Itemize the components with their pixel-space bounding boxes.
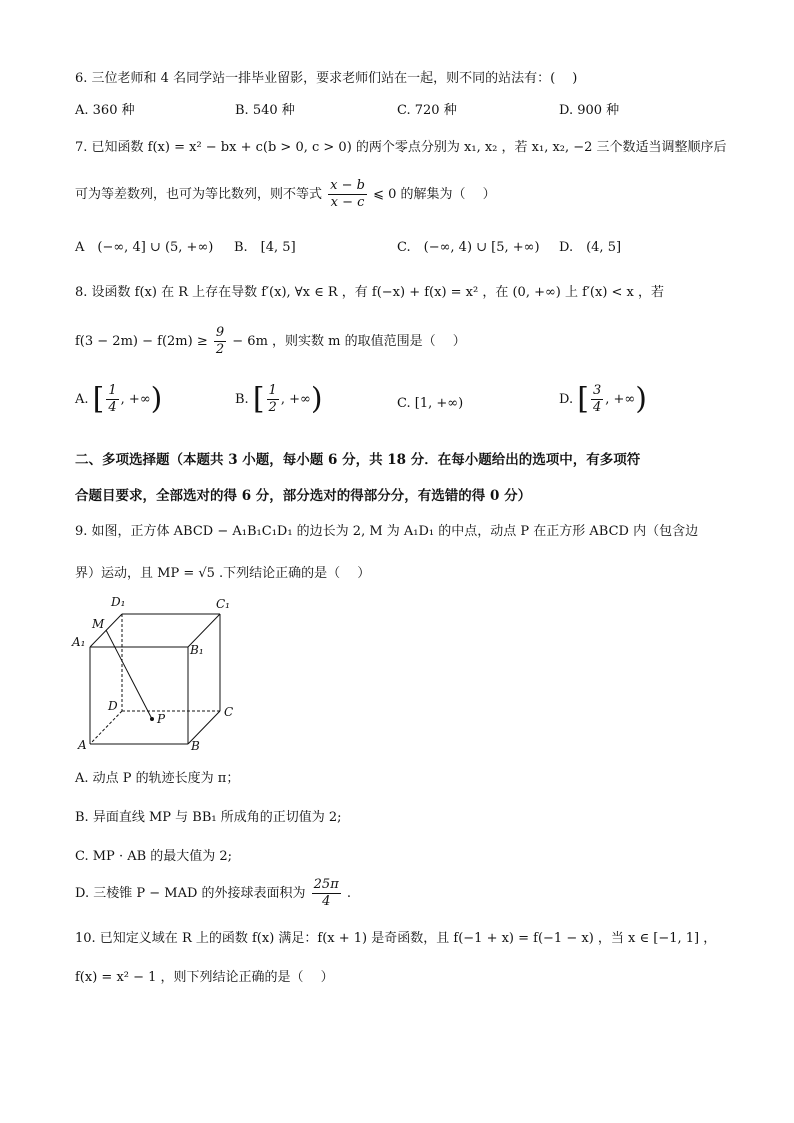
q8-stem-line2 (75, 325, 466, 358)
q8-option-d: D. [ $\frac{3}{4}$ , +∞) (559, 381, 647, 417)
section2-heading-line2: 合题目要求，全部选对的得 6 分，部分选对的得部分分，有选错的得 0 分） (75, 488, 532, 504)
q8-option-b-num: 1 (268, 383, 277, 398)
q9-option-d-den: 4 (322, 894, 331, 909)
q7-option-a: A (−∞, 4] ∪ (5, +∞) (75, 240, 214, 255)
q7-frac-denominator: x − c (330, 195, 365, 210)
q8-option-a-label: A. (75, 392, 89, 407)
q6-option-c: C. 720 种 (397, 103, 457, 118)
label-a: A (78, 738, 87, 752)
q8-option-c (397, 396, 463, 411)
q6-option-b: B. 540 种 (235, 103, 295, 118)
q9-stem-line2: 界）运动，且 MP = √5 .下列结论正确的是（ ） (75, 566, 371, 581)
label-c1: C₁ (216, 597, 230, 611)
q7-stem-line2 (75, 178, 496, 211)
q7-stem-line2-pre: 可为等差数列，也可为等比数列，则不等式 (75, 187, 323, 202)
q9-option-d-post: . (346, 886, 352, 901)
q6-option-d: D. 900 种 (559, 103, 620, 118)
q7-stem-line2-post: ⩽ 0 的解集为（ ） (373, 187, 496, 202)
q8-option-d-tail: , +∞ (605, 392, 636, 407)
q8-option-b-den: 2 (268, 400, 277, 415)
q8-frac-numerator: 9 (215, 325, 225, 340)
q9-option-c: C. MP · AB 的最大值为 2; (75, 849, 233, 864)
label-d1: D₁ (111, 595, 126, 609)
q8-fraction (214, 325, 226, 358)
q8-option-a-num: 1 (108, 383, 117, 398)
q8-stem-line1: 8. 设函数 f(x) 在 R 上存在导数 f′(x), ∀x ∈ R ，有 f(−x) + f(x) = x² ，在 (0, +∞) 上 f′(x) < x ，若 (75, 285, 665, 300)
q10-stem-line1: 10. 已知定义域在 R 上的函数 f(x) 满足：f(x + 1) 是奇函数，且 f(−1 + x) = f(−1 − x) ，当 x ∈ [−1, 1] ， (75, 931, 717, 946)
q9-stem-line1: 9. 如图，正方体 ABCD − A₁B₁C₁D₁ 的边长为 2, M 为 A₁D₁ 的中点，动点 P 在正方形 ABCD 内（包含边 (75, 524, 699, 539)
label-p: P (157, 712, 166, 726)
q8-stem-line2-post: − 6m ，则实数 m 的取值范围是（ ） (232, 334, 466, 349)
q9-option-d-pre: D. 三棱锥 P − MAD 的外接球表面积为 (75, 886, 306, 901)
q8-option-d-label: D. (559, 392, 574, 407)
section2-heading-line1: 二、多项选择题（本题共 3 小题，每小题 6 分，共 18 分．在每小题给出的选项中，有多项符 (75, 452, 641, 468)
q7-fraction (328, 178, 367, 211)
q6-stem: 6. 三位老师和 4 名同学站一排毕业留影，要求老师们站在一起，则不同的站法有：( ) (75, 71, 578, 86)
q8-frac-denominator: 2 (215, 342, 225, 357)
q8-option-b-label: B. (235, 392, 249, 407)
q8-option-c-text: [1, +∞) (414, 396, 464, 411)
q7-option-c: C. (−∞, 4) ∪ [5, +∞) (397, 240, 540, 255)
label-b: B (191, 739, 200, 753)
q8-option-c-label: C. (397, 396, 411, 411)
label-d: D (108, 699, 118, 713)
q9-option-d-fraction (312, 877, 341, 910)
q8-option-a-den: 4 (108, 400, 117, 415)
label-a1: A₁ (72, 635, 86, 649)
q8-option-a: A. [ $\frac{1}{4}$ , +∞) (75, 381, 163, 417)
q9-option-d-num: 25π (313, 877, 339, 892)
q6-option-a: A. 360 种 (75, 103, 135, 118)
q8-option-d-den: 4 (592, 400, 602, 415)
q7-option-b: B. [4, 5] (234, 240, 296, 255)
label-c: C (224, 705, 234, 719)
q7-frac-numerator: x − b (330, 178, 365, 193)
q9-option-a: A. 动点 P 的轨迹长度为 π； (75, 771, 240, 786)
point-p-dot (150, 717, 154, 721)
q8-option-a-tail: , +∞ (120, 392, 151, 407)
q9-option-b: B. 异面直线 MP 与 BB₁ 所成角的正切值为 2; (75, 810, 342, 825)
label-m: M (92, 617, 105, 631)
q8-stem-line2-pre: f(3 − 2m) − f(2m) ≥ (75, 334, 208, 349)
cube-figure (70, 592, 270, 762)
q8-option-b: B. [ $\frac{1}{2}$ , +∞) (235, 381, 323, 417)
q8-option-d-num: 3 (592, 383, 602, 398)
q8-option-b-tail: , +∞ (280, 392, 311, 407)
q7-stem-line1: 7. 已知函数 f(x) = x² − bx + c(b > 0, c > 0) 的两个零点分别为 x₁, x₂ ，若 x₁, x₂, −2 三个数适当调整顺序后 (75, 140, 727, 155)
q10-stem-line2: f(x) = x² − 1 ，则下列结论正确的是（ ） (75, 970, 334, 985)
q7-option-d: D. (4, 5] (559, 240, 622, 255)
q9-option-d (75, 877, 351, 910)
label-b1: B₁ (190, 643, 204, 657)
